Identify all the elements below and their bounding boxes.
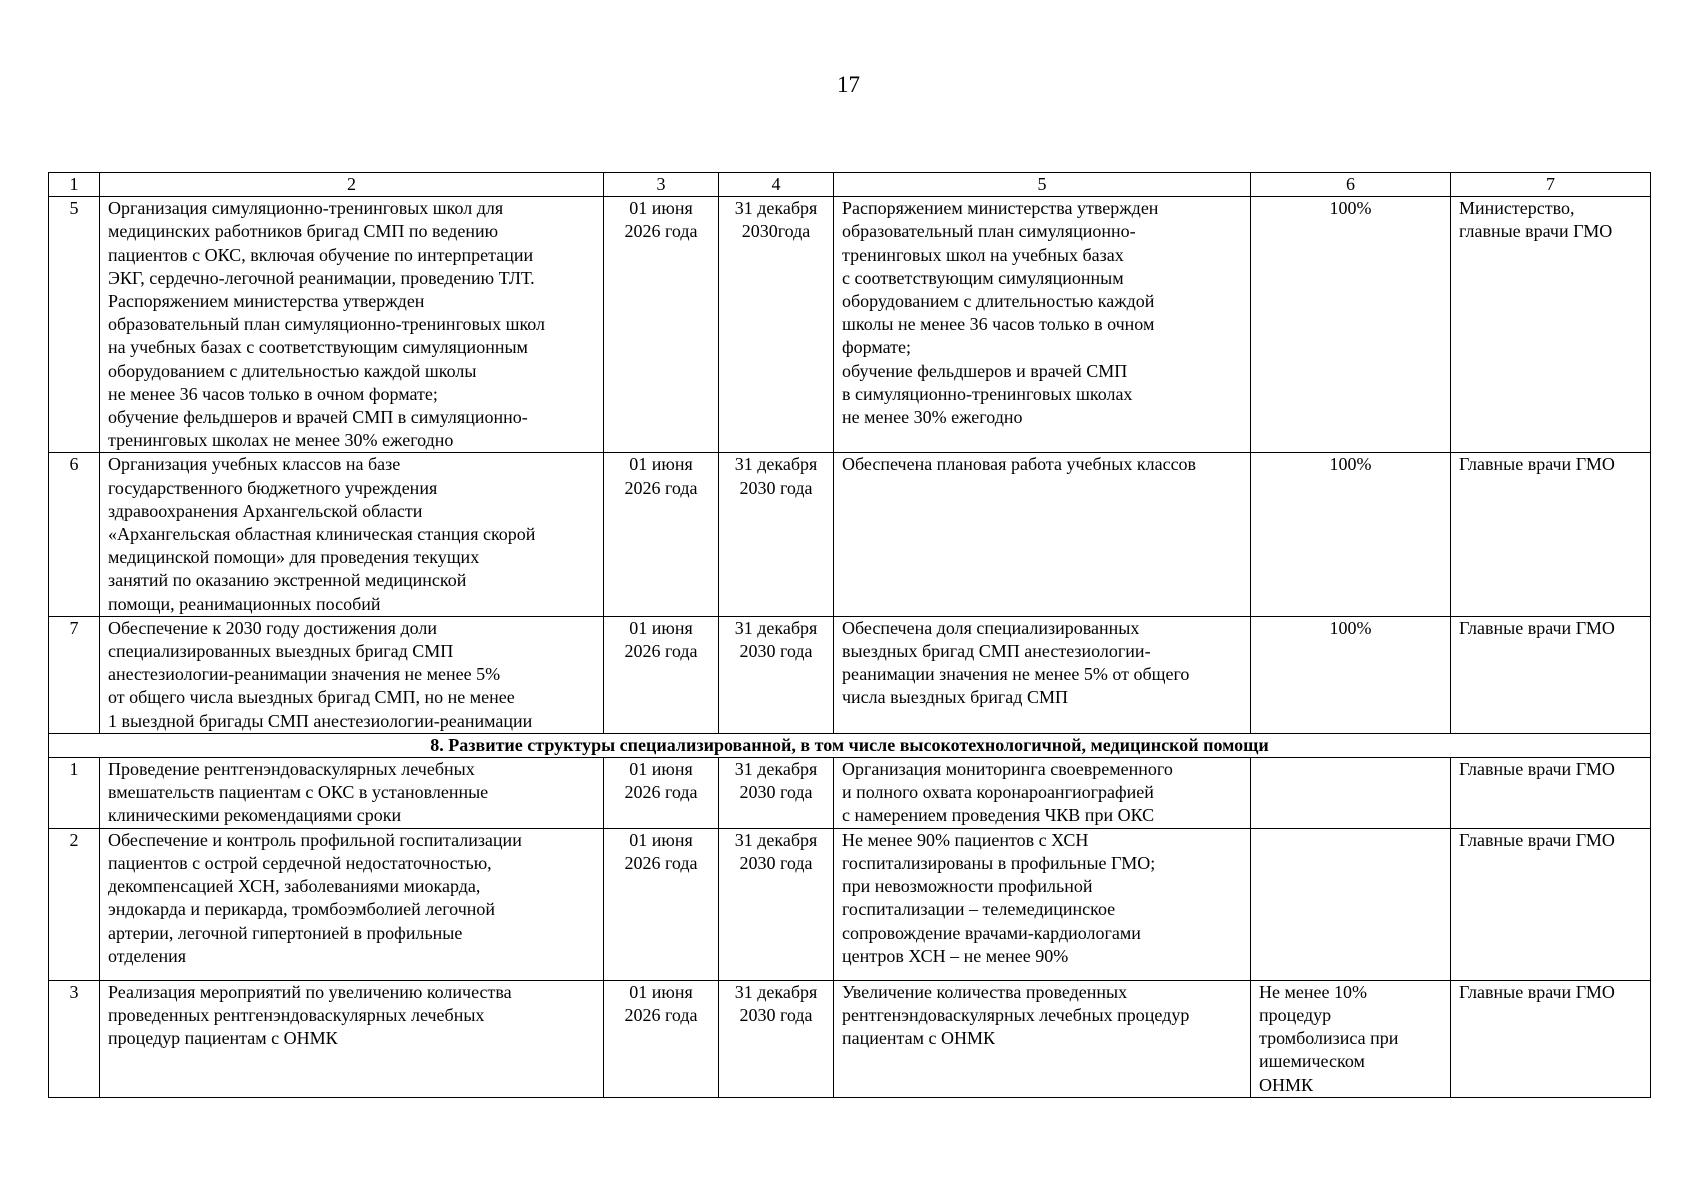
task-cell-line: пациентов с острой сердечной недостаточностью, — [108, 852, 492, 873]
responsible-cell — [1451, 616, 1651, 733]
start-date-cell — [604, 980, 719, 1097]
result-cell-line: Увеличение количества проведенных — [842, 981, 1128, 1002]
indicator-cell-line: Не менее 10% — [1259, 981, 1367, 1002]
indicator-cell-line: тромболизиса при — [1259, 1028, 1399, 1049]
result-cell-line: сопровождение врачами-кардиологами — [842, 922, 1141, 943]
task-cell-line: образовательный план симуляционно-тренинговых школ — [108, 314, 546, 335]
end-date-cell-line: 31 декабря — [734, 198, 818, 219]
column-number-4: 4 — [719, 173, 834, 197]
end-date-cell-line: 31 декабря — [734, 759, 818, 780]
result-cell-line: с соответствующим симуляционным — [842, 267, 1124, 288]
result-cell-line: формате; — [842, 337, 912, 358]
result-cell-line: не менее 30% ежегодно — [842, 407, 1023, 428]
task-cell — [100, 980, 604, 1097]
task-cell-line: помощи, реанимационных пособий — [108, 593, 381, 614]
task-cell-line: Организация симуляционно-тренинговых школ для — [108, 198, 504, 219]
task-cell-line: проведенных рентгенэндоваскулярных лечебных — [108, 1004, 485, 1025]
indicator-cell-line: ишемическом — [1259, 1051, 1365, 1072]
column-number-3: 3 — [604, 173, 719, 197]
start-date-cell-line: 2026 года — [624, 1004, 698, 1025]
task-cell-line: от общего числа выездных бригад СМП, но не менее — [108, 687, 515, 708]
responsible-cell-line: Министерство, — [1459, 198, 1575, 219]
responsible-cell-line: Главные врачи ГМО — [1459, 759, 1615, 780]
start-date-cell-line: 2026 года — [624, 641, 698, 662]
section-title: 8. Развитие структуры специализированной, в том числе высокотехнологичной, медицинской помощи — [49, 733, 1651, 757]
indicator-cell — [1251, 453, 1451, 616]
column-number-1: 1 — [49, 173, 100, 197]
indicator-cell-line: 100% — [1329, 617, 1372, 638]
result-cell-line: реанимации значения не менее 5% от общего — [842, 664, 1190, 685]
table-row — [49, 828, 1651, 980]
result-cell — [834, 828, 1251, 980]
end-date-cell-line: 31 декабря — [734, 617, 818, 638]
indicator-cell — [1251, 616, 1451, 733]
result-cell-line: госпитализации – телемедицинское — [842, 899, 1116, 920]
task-cell-line: специализированных выездных бригад СМП — [108, 641, 454, 662]
task-cell-line: обучение фельдшеров и врачей СМП в симуляционно- — [108, 407, 528, 428]
task-cell-line: оборудованием с длительностью каждой школы — [108, 360, 477, 381]
task-cell-line: отделения — [108, 945, 187, 966]
responsible-cell-line: Главные врачи ГМО — [1459, 829, 1615, 850]
end-date-cell-line: 2030 года — [739, 641, 813, 662]
section-row — [49, 733, 1651, 757]
result-cell-line: Распоряжением министерства утвержден — [842, 198, 1159, 219]
result-cell-line: числа выездных бригад СМП — [842, 687, 1068, 708]
table-row — [49, 616, 1651, 733]
responsible-cell-line: Главные врачи ГМО — [1459, 617, 1615, 638]
page-number: 17 — [837, 72, 860, 97]
end-date-cell — [719, 758, 834, 829]
indicator-cell — [1251, 980, 1451, 1097]
task-cell-line: Обеспечение к 2030 году достижения доли — [108, 617, 438, 638]
end-date-cell — [719, 828, 834, 980]
result-cell-line: Обеспечена доля специализированных — [842, 617, 1140, 638]
end-date-cell — [719, 616, 834, 733]
result-cell — [834, 453, 1251, 616]
task-cell-line: здравоохранения Архангельской области — [108, 500, 423, 521]
result-cell — [834, 197, 1251, 453]
end-date-cell-line: 31 декабря — [734, 829, 818, 850]
responsible-cell — [1451, 828, 1651, 980]
task-cell — [100, 453, 604, 616]
table-row — [49, 197, 1651, 453]
end-date-cell-line: 2030года — [741, 221, 811, 242]
task-cell-line: пациентов с ОКС, включая обучение по интерпретации — [108, 244, 534, 265]
task-cell-line: тренинговых школах не менее 30% ежегодно — [108, 430, 454, 451]
task-cell-line: процедур пациентам с ОНМК — [108, 1028, 338, 1049]
column-number-6: 6 — [1251, 173, 1451, 197]
responsible-cell — [1451, 197, 1651, 453]
indicator-cell-line: процедур — [1259, 1004, 1332, 1025]
indicator-cell — [1251, 197, 1451, 453]
table-row — [49, 453, 1651, 616]
task-cell-line: Обеспечение и контроль профильной госпитализации — [108, 829, 522, 850]
result-cell-line: школы не менее 36 часов только в очном — [842, 314, 1155, 335]
start-date-cell-line: 2026 года — [624, 477, 698, 498]
start-date-cell-line: 2026 года — [624, 782, 698, 803]
start-date-cell-line: 01 июня — [629, 759, 693, 780]
end-date-cell — [719, 453, 834, 616]
table-row — [49, 980, 1651, 1097]
task-cell-line: не менее 36 часов только в очном формате; — [108, 383, 438, 404]
column-number-5: 5 — [834, 173, 1251, 197]
start-date-cell-line: 2026 года — [624, 221, 698, 242]
end-date-cell-line: 2030 года — [739, 852, 813, 873]
responsible-cell — [1451, 758, 1651, 829]
result-cell-line: образовательный план симуляционно- — [842, 221, 1136, 242]
task-cell-line: занятий по оказанию экстренной медицинской — [108, 570, 467, 591]
end-date-cell-line: 2030 года — [739, 477, 813, 498]
row-number: 2 — [49, 828, 100, 980]
result-cell-line: при невозможности профильной — [842, 876, 1093, 897]
result-cell — [834, 980, 1251, 1097]
plan-table — [48, 172, 1651, 1098]
column-number-row — [49, 173, 1651, 197]
task-cell — [100, 758, 604, 829]
result-cell-line: с намерением проведения ЧКВ при ОКС — [842, 805, 1155, 826]
result-cell-line: Организация мониторинга своевременного — [842, 759, 1173, 780]
task-cell-line: декомпенсацией ХСН, заболеваниями миокарда, — [108, 876, 481, 897]
task-cell — [100, 197, 604, 453]
task-cell-line: медицинских работников бригад СМП по ведению — [108, 221, 499, 242]
responsible-cell — [1451, 980, 1651, 1097]
result-cell — [834, 758, 1251, 829]
task-cell-line: на учебных базах с соответствующим симуляционным — [108, 337, 528, 358]
responsible-cell-line: Главные врачи ГМО — [1459, 454, 1615, 475]
end-date-cell — [719, 197, 834, 453]
start-date-cell-line: 01 июня — [629, 198, 693, 219]
start-date-cell-line: 2026 года — [624, 852, 698, 873]
start-date-cell — [604, 453, 719, 616]
task-cell — [100, 616, 604, 733]
start-date-cell-line: 01 июня — [629, 454, 693, 475]
column-number-7: 7 — [1451, 173, 1651, 197]
start-date-cell-line: 01 июня — [629, 617, 693, 638]
result-cell-line: центров ХСН – не менее 90% — [842, 945, 1069, 966]
task-cell-line: медицинской помощи» для проведения текущих — [108, 547, 480, 568]
task-cell-line: Проведение рентгенэндоваскулярных лечебных — [108, 759, 475, 780]
responsible-cell — [1451, 453, 1651, 616]
result-cell-line: пациентам с ОНМК — [842, 1028, 995, 1049]
row-number: 6 — [49, 453, 100, 616]
indicator-cell-line: 100% — [1329, 454, 1372, 475]
indicator-cell-line: ОНМК — [1259, 1074, 1314, 1095]
task-cell-line: Организация учебных классов на базе — [108, 454, 401, 475]
task-cell-line: вмешательств пациентам с ОКС в установленные — [108, 782, 489, 803]
task-cell-line: клиническими рекомендациями сроки — [108, 805, 402, 826]
row-number: 7 — [49, 616, 100, 733]
task-cell-line: анестезиологии-реанимации значения не менее 5% — [108, 664, 501, 685]
start-date-cell — [604, 197, 719, 453]
start-date-cell-line: 01 июня — [629, 981, 693, 1002]
row-number: 5 — [49, 197, 100, 453]
result-cell-line: и полного охвата коронароангиографией — [842, 782, 1154, 803]
result-cell-line: обучение фельдшеров и врачей СМП — [842, 360, 1128, 381]
result-cell-line: выездных бригад СМП анестезиологии- — [842, 641, 1151, 662]
responsible-cell-line: главные врачи ГМО — [1459, 221, 1613, 242]
start-date-cell-line: 01 июня — [629, 829, 693, 850]
start-date-cell — [604, 616, 719, 733]
end-date-cell-line: 31 декабря — [734, 454, 818, 475]
result-cell-line: оборудованием с длительностью каждой — [842, 291, 1155, 312]
responsible-cell-line: Главные врачи ГМО — [1459, 981, 1615, 1002]
indicator-cell — [1251, 758, 1451, 829]
end-date-cell-line: 2030 года — [739, 782, 813, 803]
row-number: 1 — [49, 758, 100, 829]
table-row — [49, 758, 1651, 829]
result-cell-line: рентгенэндоваскулярных лечебных процедур — [842, 1004, 1190, 1025]
end-date-cell — [719, 980, 834, 1097]
task-cell-line: Реализация мероприятий по увеличению количества — [108, 981, 512, 1002]
result-cell-line: госпитализированы в профильные ГМО; — [842, 852, 1156, 873]
task-cell-line: государственного бюджетного учреждения — [108, 477, 438, 498]
result-cell-line: в симуляционно-тренинговых школах — [842, 383, 1133, 404]
task-cell-line: эндокарда и перикарда, тромбоэмболией легочной — [108, 899, 496, 920]
end-date-cell-line: 2030 года — [739, 1004, 813, 1025]
task-cell-line: «Архангельская областная клиническая станция скорой — [108, 524, 536, 545]
task-cell-line: 1 выездной бригады СМП анестезиологии-реанимации — [108, 710, 533, 731]
result-cell — [834, 616, 1251, 733]
result-cell-line: тренинговых школ на учебных базах — [842, 244, 1124, 265]
start-date-cell — [604, 828, 719, 980]
indicator-cell — [1251, 828, 1451, 980]
indicator-cell-line: 100% — [1329, 198, 1372, 219]
result-cell-line: Обеспечена плановая работа учебных классов — [842, 454, 1197, 475]
task-cell-line: ЭКГ, сердечно-легочной реанимации, проведению ТЛТ. — [108, 267, 535, 288]
table-body — [49, 173, 1651, 1098]
column-number-2: 2 — [100, 173, 604, 197]
task-cell-line: Распоряжением министерства утвержден — [108, 291, 425, 312]
result-cell-line: Не менее 90% пациентов с ХСН — [842, 829, 1089, 850]
task-cell-line: артерии, легочной гипертонией в профильные — [108, 922, 463, 943]
row-number: 3 — [49, 980, 100, 1097]
end-date-cell-line: 31 декабря — [734, 981, 818, 1002]
task-cell — [100, 828, 604, 980]
start-date-cell — [604, 758, 719, 829]
